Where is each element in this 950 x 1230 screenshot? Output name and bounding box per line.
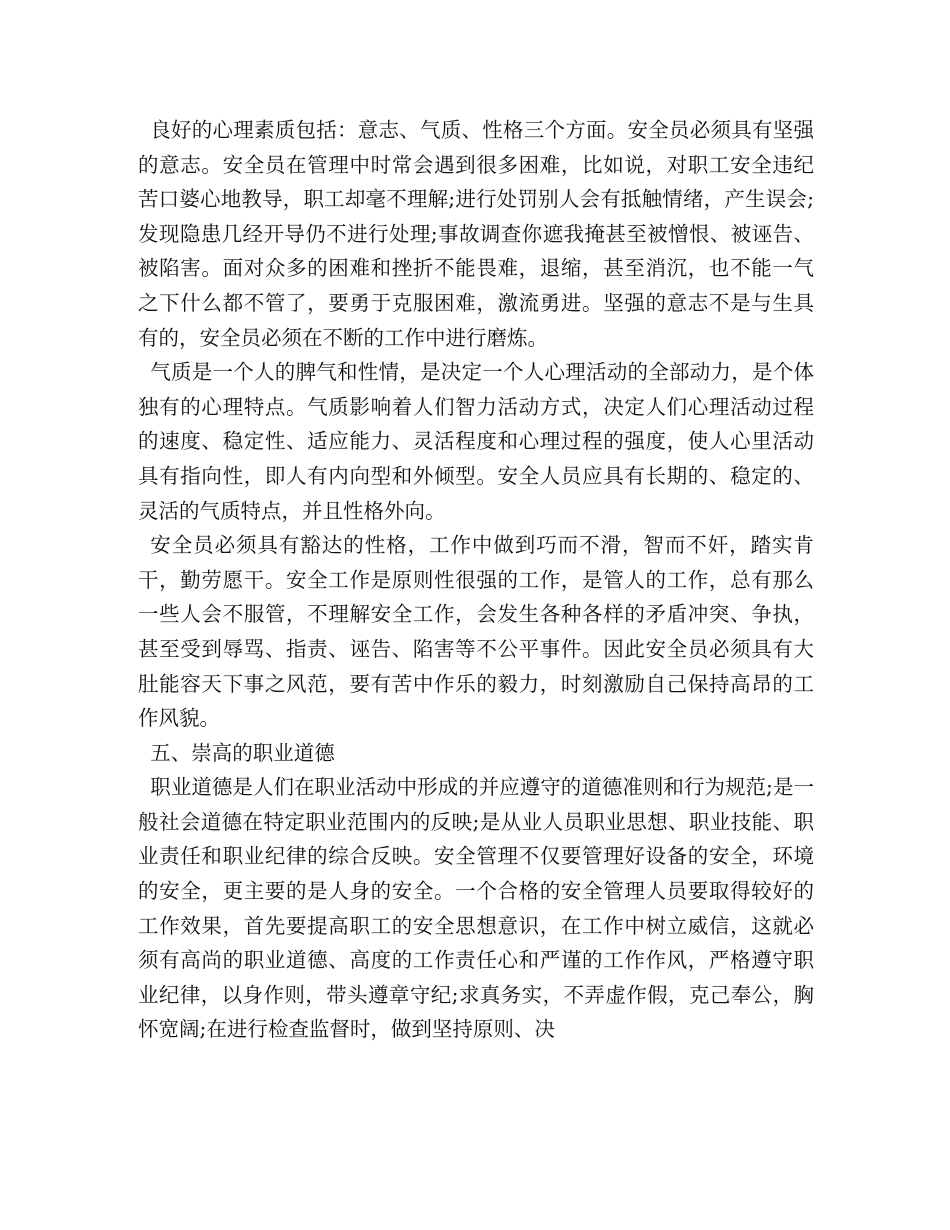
paragraph-temperament: 气质是一个人的脾气和性情，是决定一个人心理活动的全部动力，是个体独有的心理特点。气质影响着人们智力活动方式，决定人们心理活动过程的速度、稳定性、适应能力、灵活程度和心理过程的强度，使人心里活动具有指向性，即人有内向型和外倾型。安全人员应具有长期的、稳定的、灵活的气质特点，并且性格外向。 — [138, 360, 814, 523]
section-heading: 五、崇高的职业道德 — [150, 740, 335, 765]
paragraph-professional-ethics: 职业道德是人们在职业活动中形成的并应遵守的道德准则和行为规范;是一般社会道德在特定职业范围内的反映;是从业人员职业思想、职业技能、职业责任和职业纪律的综合反映。安全管理不仅要管理好设备的安全，环境的安全，更主要的是人身的安全。一个合格的安全管理人员要取得较好的工作效果，首先要提高职工的安全思想意识，在工作中树立威信，这就必须有高尚的职业道德、高度的工作责任心和严谨的工作作风，严格遵守职业纪律，以身作则，带头遵章守纪;求真务实，不弄虚作假，克己奉公，胸怀宽阔;在进行检查监督时，做到坚持原则、决 — [138, 775, 814, 1042]
paragraph-personality: 安全员必须具有豁达的性格，工作中做到巧而不滑，智而不奸，踏实肯干，勤劳愿干。安全工作是原则性很强的工作，是管人的工作，总有那么一些人会不服管，不理解安全工作，会发生各种各样的矛盾冲突、争执，甚至受到辱骂、指责、诬告、陷害等不公平事件。因此安全员必须具有大肚能容天下事之风范，要有苦中作乐的毅力，时刻激励自己保持高昂的工作风貌。 — [138, 533, 814, 731]
document-body — [138, 113, 814, 1047]
paragraph-psychological-quality: 良好的心理素质包括：意志、气质、性格三个方面。安全员必须具有坚强的意志。安全员在管理中时常会遇到很多困难，比如说，对职工安全违纪苦口婆心地教导，职工却毫不理解;进行处罚别人会有抵触情绪，产生误会;发现隐患几经开导仍不进行处理;事故调查你遮我掩甚至被憎恨、被诬告、被陷害。面对众多的困难和挫折不能畏难，退缩，甚至消沉，也不能一气之下什么都不管了，要勇于克服困难，激流勇进。坚强的意志不是与生具有的，安全员必须在不断的工作中进行磨炼。 — [138, 118, 814, 350]
